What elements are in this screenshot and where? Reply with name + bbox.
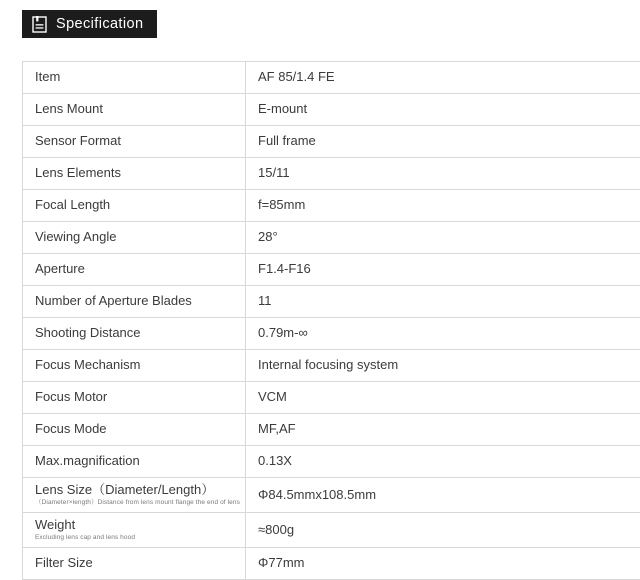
table-row (23, 126, 640, 158)
row-value: 0.79m-∞ (246, 318, 640, 350)
row-value: Full frame (246, 126, 640, 158)
table-row (23, 62, 640, 94)
row-value: Φ84.5mmx108.5mm (246, 478, 640, 513)
specification-header (22, 10, 157, 38)
table-row (23, 158, 640, 190)
table-row (23, 222, 640, 254)
row-value: 15/11 (246, 158, 640, 190)
row-value: F1.4-F16 (246, 254, 640, 286)
table-row (23, 414, 640, 446)
row-value: f=85mm (246, 190, 640, 222)
row-label: Viewing Angle (23, 222, 246, 254)
row-value: E-mount (246, 94, 640, 126)
table-row (23, 478, 640, 513)
table-row (23, 254, 640, 286)
table-row (23, 548, 640, 580)
row-label-note: Excluding lens cap and lens hood (35, 534, 245, 542)
row-label: Focal Length (23, 190, 246, 222)
row-value: MF,AF (246, 414, 640, 446)
table-row (23, 513, 640, 548)
table-row (23, 446, 640, 478)
row-label: Filter Size (23, 548, 246, 580)
row-label: Max.magnification (23, 446, 246, 478)
table-row (23, 286, 640, 318)
row-value: ≈800g (246, 513, 640, 548)
table-row (23, 350, 640, 382)
row-value: Internal focusing system (246, 350, 640, 382)
row-label: Focus Mechanism (23, 350, 246, 382)
row-value: 11 (246, 286, 640, 318)
row-label: Lens Mount (23, 94, 246, 126)
row-value: 0.13X (246, 446, 640, 478)
document-spec-icon (32, 16, 47, 33)
row-label: Weight Excluding lens cap and lens hood (23, 513, 246, 548)
row-label: Aperture (23, 254, 246, 286)
row-value: AF 85/1.4 FE (246, 62, 640, 94)
row-label: Focus Mode (23, 414, 246, 446)
row-label: Shooting Distance (23, 318, 246, 350)
table-row (23, 190, 640, 222)
table-row (23, 318, 640, 350)
row-label: Lens Size（Diameter/Length） （Diameter×length）Distance from lens mount flange the end of lens (23, 478, 246, 513)
row-label: Item (23, 62, 246, 94)
row-value: VCM (246, 382, 640, 414)
table-row (23, 382, 640, 414)
row-value: 28° (246, 222, 640, 254)
specification-table (22, 61, 640, 580)
row-label: Lens Elements (23, 158, 246, 190)
row-label-note: （Diameter×length）Distance from lens mount flange the end of lens (35, 499, 245, 507)
table-row (23, 94, 640, 126)
row-value: Φ77mm (246, 548, 640, 580)
page-title: Specification (56, 17, 143, 32)
row-label: Focus Motor (23, 382, 246, 414)
row-label: Number of Aperture Blades (23, 286, 246, 318)
row-label: Sensor Format (23, 126, 246, 158)
